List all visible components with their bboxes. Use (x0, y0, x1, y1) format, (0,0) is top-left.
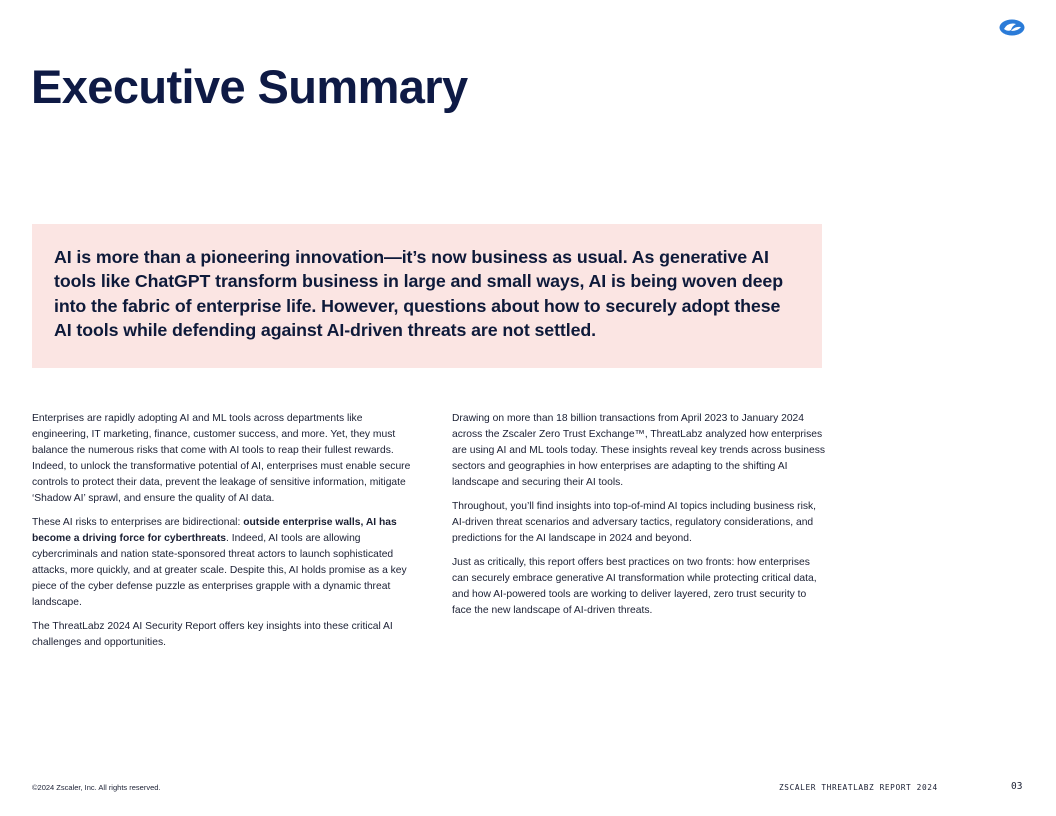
left-paragraph-3: The ThreatLabz 2024 AI Security Report offers key insights into these critical AI challenges and opportunities. (32, 621, 393, 648)
left-paragraph-2 (32, 515, 416, 611)
left-paragraph-2-lead: These AI risks to enterprises are bidirectional: (32, 517, 244, 528)
footer-copyright: ©2024 Zscaler, Inc. All rights reserved. (32, 783, 161, 792)
right-paragraph-3: Just as critically, this report offers best practices on two fronts: how enterprises can securely embrace generative AI transformation while protecting critical data, and how AI-powered tools are working to deliver layered, zero trust security to face the new landscape of AI-driven threats. (452, 557, 817, 616)
right-column (452, 411, 828, 627)
callout-text: AI is more than a pioneering innovation—it’s now business as usual. As generative AI tools like ChatGPT transform business in large and small ways, AI is being woven deep into the fabric of enterprise life. However, questions about how to securely adopt these AI tools while defending against AI-driven threats are not settled. (54, 247, 783, 340)
page-title: Executive Summary (31, 60, 468, 113)
page-number: 03 (1011, 781, 1023, 792)
zscaler-logo-icon (999, 18, 1025, 36)
left-paragraph-2-emphasis: outside enterprise walls, AI has become a driving force for cyberthreats (32, 517, 397, 544)
left-column (32, 411, 416, 659)
right-paragraph-2: Throughout, you’ll find insights into top-of-mind AI topics including business risk, AI-driven threat scenarios and adversary tactics, regulatory considerations, and predictions for the AI landscape in 2024 and beyond. (452, 501, 817, 544)
callout-box (32, 224, 822, 368)
right-paragraph-1: Drawing on more than 18 billion transactions from April 2023 to January 2024 across the Zscaler Zero Trust Exchange™, ThreatLabz analyzed how enterprises are using AI and ML tools today. These insights reveal key trends across business sectors and geographies in how enterprises are adapting to the shifting AI landscape and securing their AI tools. (452, 413, 825, 488)
footer-report-name: ZSCALER THREATLABZ REPORT 2024 (779, 783, 938, 792)
left-paragraph-1: Enterprises are rapidly adopting AI and ML tools across departments like engineering, IT marketing, finance, customer success, and more. Yet, they must balance the numerous risks that come with AI tools to reap their fullest rewards. Indeed, to unlock the transformative potential of AI, enterprises must enable secure controls to protect their data, prevent the leakage of sensitive information, mitigate ‘Shadow AI’ sprawl, and ensure the quality of AI data. (32, 413, 411, 504)
left-paragraph-2-rest: . Indeed, AI tools are allowing cybercriminals and nation state-sponsored threat actors to launch sophisticated attacks, more quickly, and at greater scale. Despite this, AI holds promise as a key piece of the cyber defense puzzle as enterprises grapple with a dynamic threat landscape. (32, 533, 407, 608)
